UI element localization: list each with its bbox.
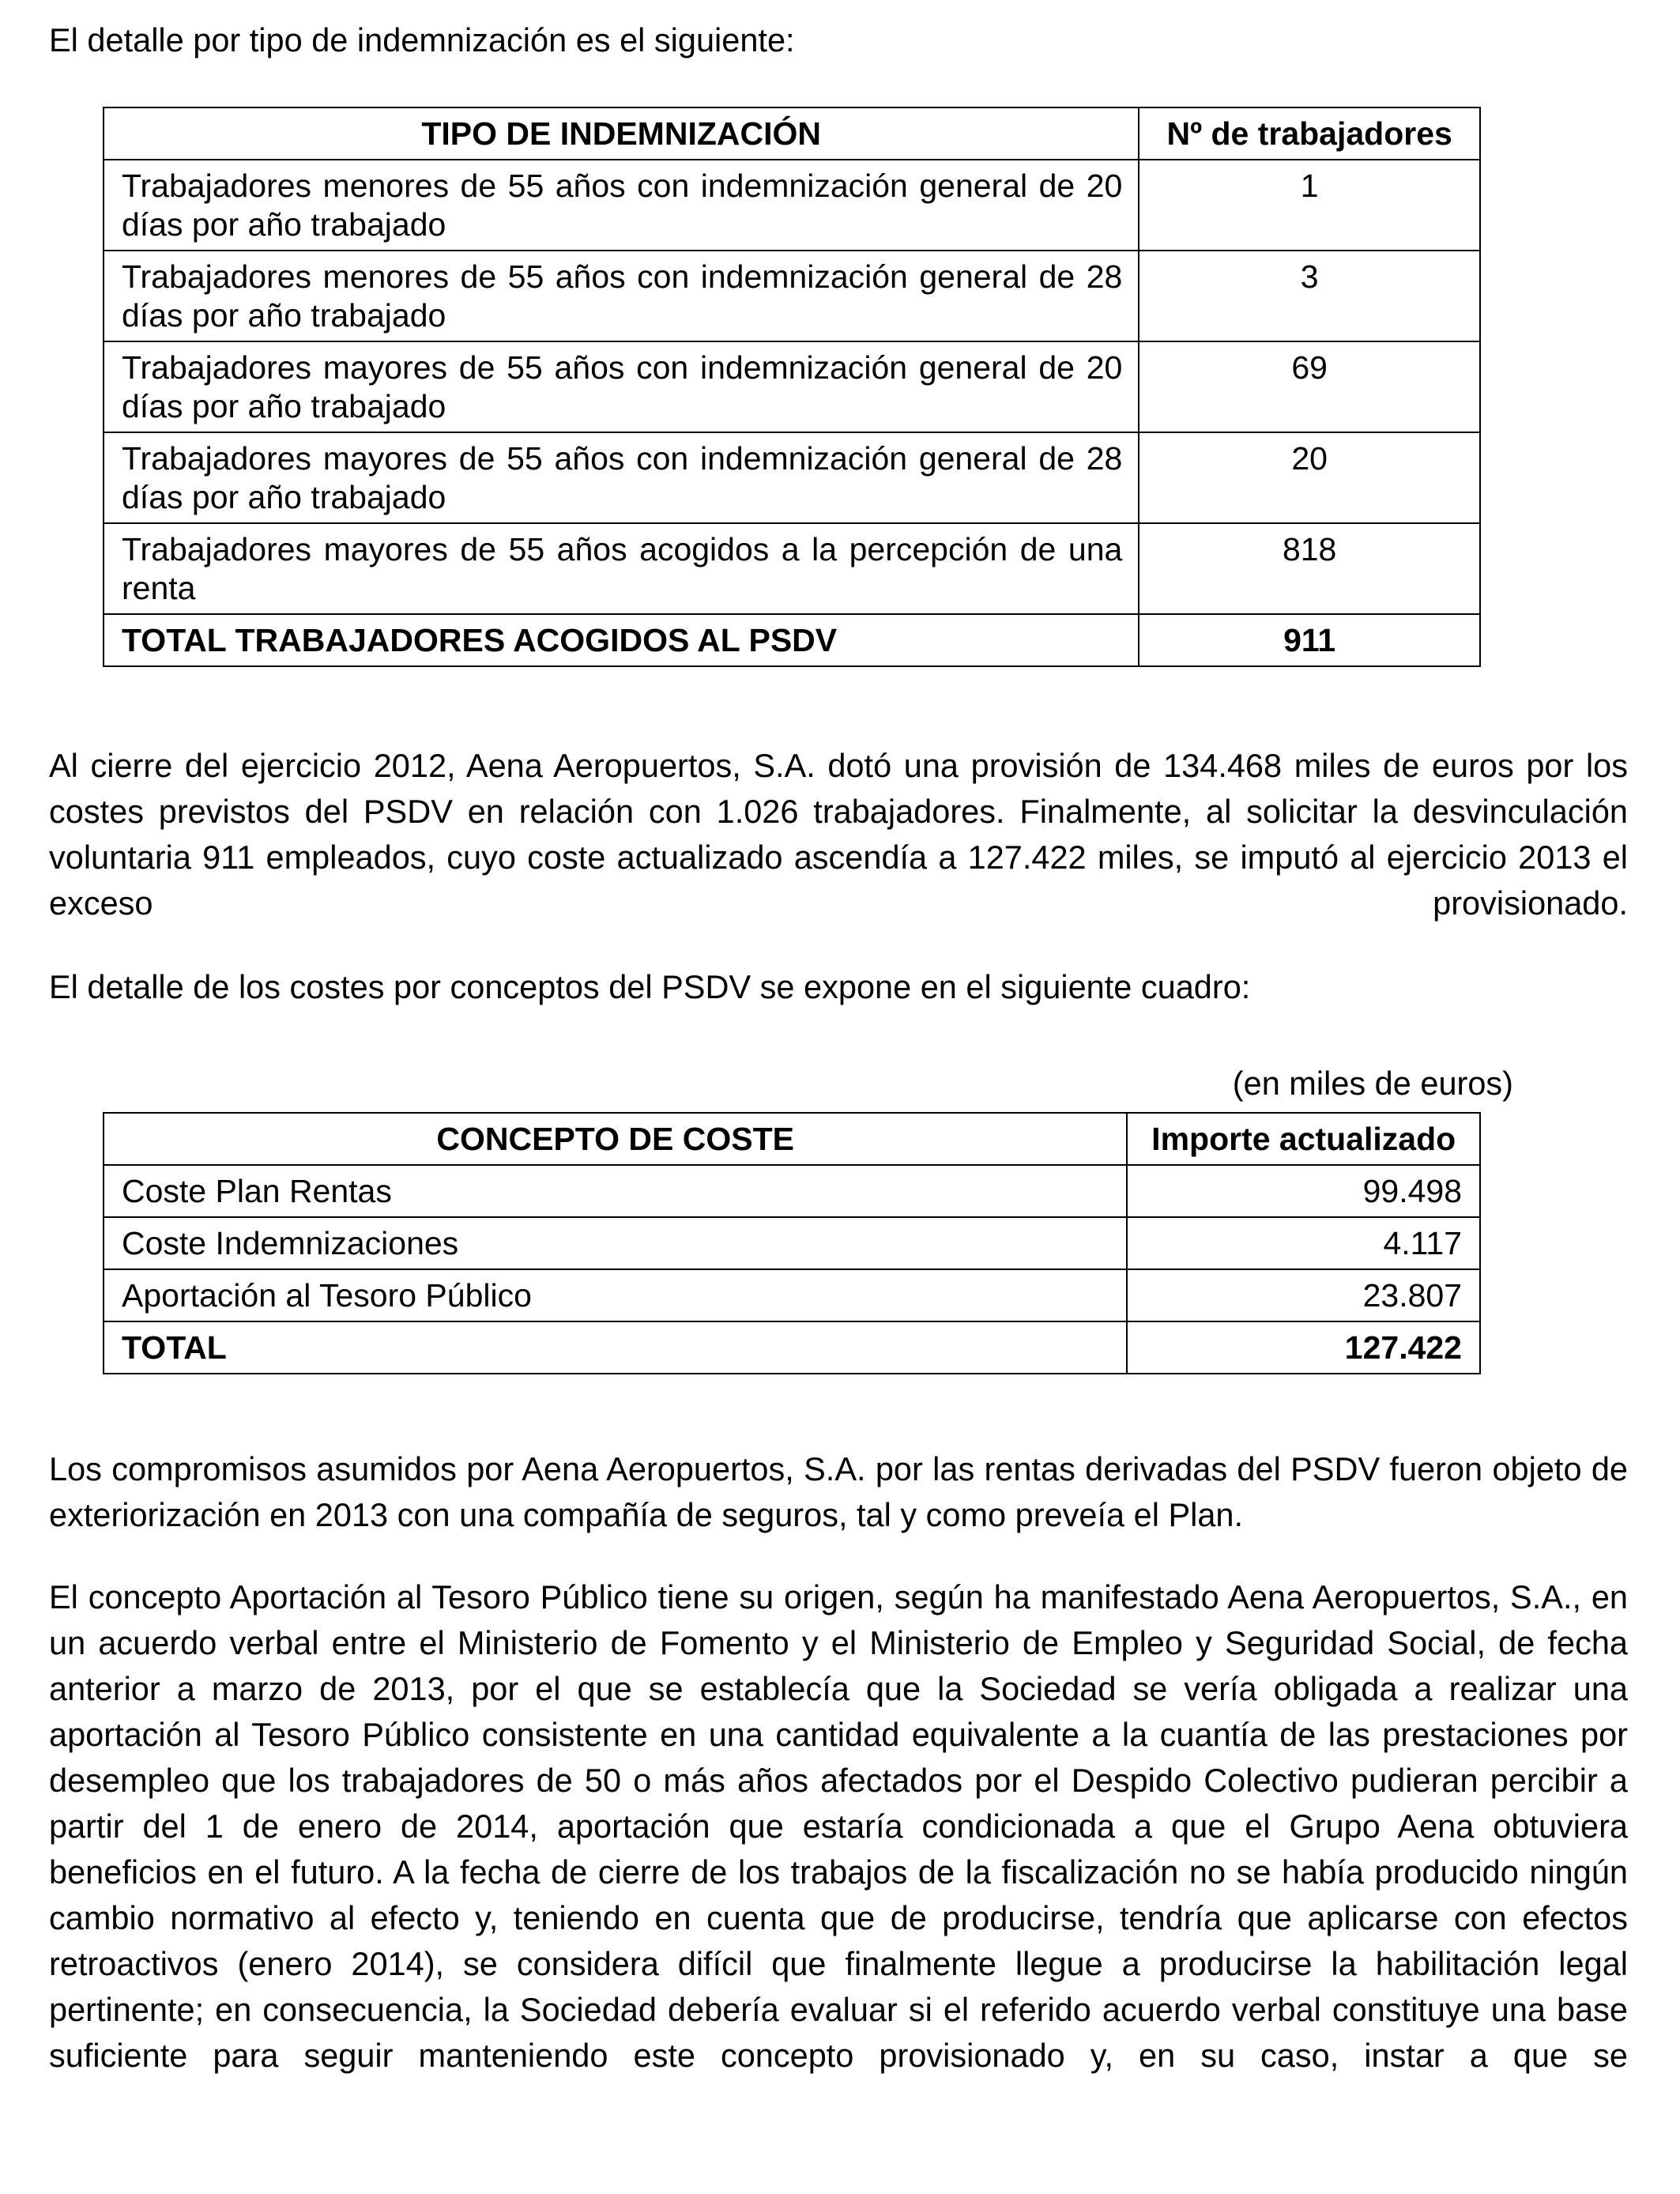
paragraph-exteriorizacion: Los compromisos asumidos por Aena Aeropuertos, S.A. por las rentas derivadas del PSDV fueron objeto de exteriorización en 2013 con una compañía de seguros, tal y como preveía el Plan. — [49, 1450, 1628, 1533]
table-row — [104, 1217, 1480, 1269]
column-header-concepto: CONCEPTO DE COSTE — [104, 1113, 1127, 1165]
cell-num: 20 — [1139, 432, 1480, 523]
cell-concepto: Coste Indemnizaciones — [104, 1217, 1127, 1269]
paragraph-text: Al cierre del ejercicio 2012, Aena Aeropuertos, S.A. dotó una provisión de 134.468 miles de euros por los costes previstos del PSDV en relación con 1.026 trabajadores. Finalmente, al solicitar la desvinculación voluntaria 911 empleados, cuyo coste actualizado ascendía a 127.422 miles, se imputó al ejercicio 2013 el exceso provisionado. — [49, 747, 1628, 922]
table-row — [104, 341, 1480, 432]
total-value: 127.422 — [1127, 1321, 1480, 1374]
total-label: TOTAL TRABAJADORES ACOGIDOS AL PSDV — [104, 614, 1139, 666]
column-header-tipo: TIPO DE INDEMNIZACIÓN — [104, 107, 1139, 160]
table-row — [104, 251, 1480, 341]
cell-importe: 23.807 — [1127, 1269, 1480, 1321]
indemnizacion-table — [103, 107, 1481, 667]
column-header-importe: Importe actualizado — [1127, 1113, 1480, 1165]
intro-text-1: El detalle por tipo de indemnización es el siguiente: — [49, 21, 795, 58]
units-note: (en miles de euros) — [1232, 1065, 1513, 1102]
total-label: TOTAL — [104, 1321, 1127, 1374]
costes-table — [103, 1112, 1481, 1374]
cell-tipo: Trabajadores mayores de 55 años acogidos a la percepción de una renta — [104, 523, 1139, 614]
cell-num: 818 — [1139, 523, 1480, 614]
table-row — [104, 432, 1480, 523]
cell-concepto: Coste Plan Rentas — [104, 1165, 1127, 1217]
cell-importe: 4.117 — [1127, 1217, 1480, 1269]
table-header-row — [104, 1113, 1480, 1165]
total-value: 911 — [1139, 614, 1480, 666]
cell-tipo: Trabajadores mayores de 55 años con indemnización general de 20 días por año trabajado — [104, 341, 1139, 432]
table-header-row — [104, 107, 1480, 160]
cell-tipo: Trabajadores menores de 55 años con indemnización general de 28 días por año trabajado — [104, 251, 1139, 341]
cell-num: 69 — [1139, 341, 1480, 432]
cell-num: 1 — [1139, 160, 1480, 251]
cell-tipo: Trabajadores menores de 55 años con indemnización general de 20 días por año trabajado — [104, 160, 1139, 251]
table-row — [104, 160, 1480, 251]
intro-text-2: El detalle de los costes por conceptos del PSDV se expone en el siguiente cuadro: — [49, 968, 1251, 1005]
cell-importe: 99.498 — [1127, 1165, 1480, 1217]
column-header-trabajadores: Nº de trabajadores — [1139, 107, 1480, 160]
table-row — [104, 1165, 1480, 1217]
table-row — [104, 1269, 1480, 1321]
table-total-row — [104, 1321, 1480, 1374]
cell-concepto: Aportación al Tesoro Público — [104, 1269, 1127, 1321]
paragraph-provision — [49, 743, 1628, 926]
cell-tipo: Trabajadores mayores de 55 años con indemnización general de 28 días por año trabajado — [104, 432, 1139, 523]
paragraph-aportacion: El concepto Aportación al Tesoro Público tiene su origen, según ha manifestado Aena Aeropuertos, S.A., en un acuerdo verbal entre el Ministerio de Fomento y el Ministerio de Empleo y Seguridad Social, de fecha anterior a marzo de 2013, por el que se establecía que la Sociedad se vería obligada a realizar una aportación al Tesoro Público consistente en una cantidad equivalente a la cuantía de las prestaciones por desempleo que los trabajadores de 50 o más años afectados por el Despido Colectivo pudieran percibir a partir del 1 de enero de 2014, aportación que estaría condicionada a que el Grupo Aena obtuviera beneficios en el futuro. A la fecha de cierre de los trabajos de la fiscalización no se había producido ningún cambio normativo al efecto y, teniendo en cuenta que de producirse, tendría que aplicarse con efectos retroactivos (enero 2014), se considera difícil que finalmente llegue a producirse la habilitación legal pertinente; en consecuencia, la Sociedad debería evaluar si el referido acuerdo verbal constituye una base suficiente para seguir manteniendo este concepto provisionado y, en su caso, instar a que se — [49, 1578, 1628, 2074]
table-row — [104, 523, 1480, 614]
table-total-row — [104, 614, 1480, 666]
cell-num: 3 — [1139, 251, 1480, 341]
